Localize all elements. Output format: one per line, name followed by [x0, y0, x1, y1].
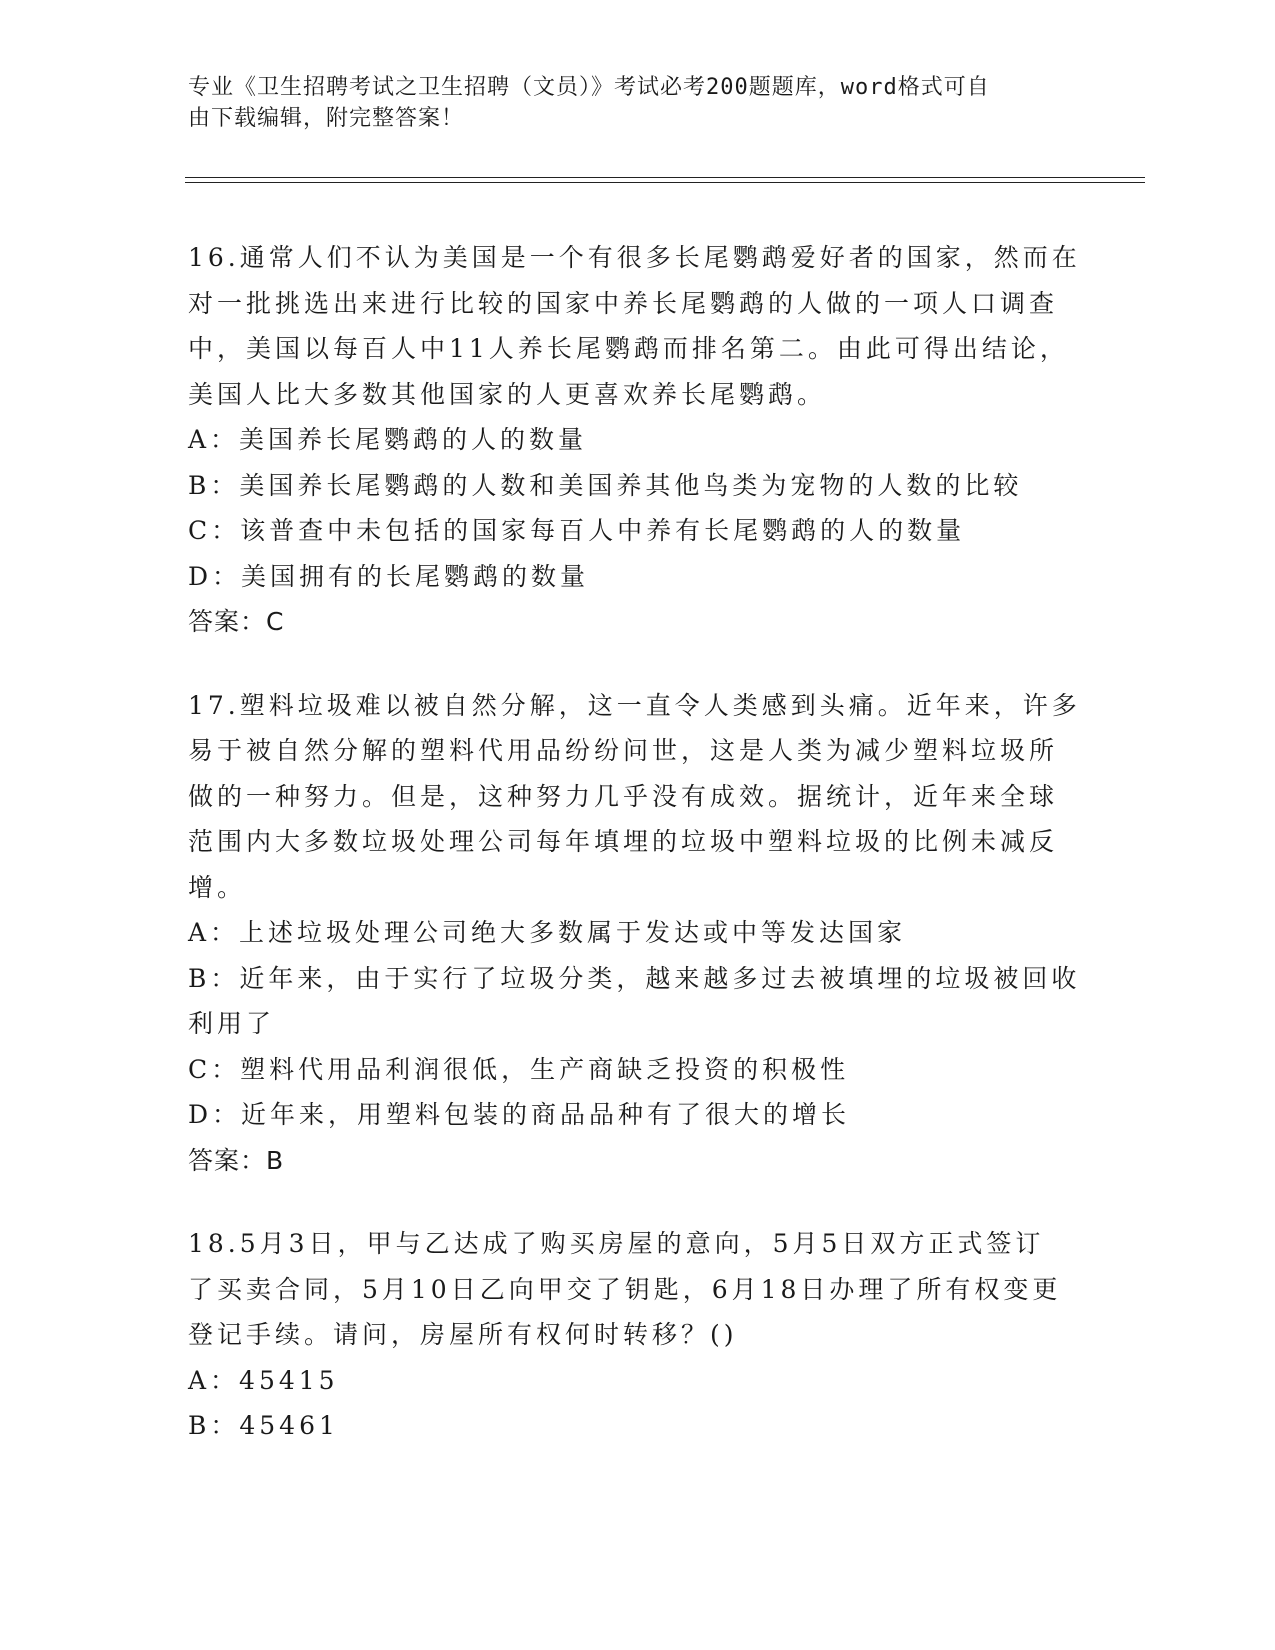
question-stem-line: 了买卖合同，5月10日乙向甲交了钥匙，6月18日办理了所有权变更 [188, 1274, 1062, 1304]
option-d: D：美国拥有的长尾鹦鹉的数量 [188, 561, 590, 591]
question-stem-line: 17.塑料垃圾难以被自然分解，这一直令人类感到头痛。近年来，许多 [188, 690, 1081, 720]
question-stem-line: 增。 [188, 872, 247, 902]
option-d: D：近年来，用塑料包装的商品品种有了很大的增长 [188, 1100, 851, 1129]
question-stem-line: 范围内大多数垃圾处理公司每年填埋的垃圾中塑料垃圾的比例未减反 [188, 827, 1059, 856]
question-stem-line: 18.5月3日，甲与乙达成了购买房屋的意向，5月5日双方正式签订 [188, 1229, 1045, 1258]
question-stem-line: 16.通常人们不认为美国是一个有很多长尾鹦鹉爱好者的国家，然而在 [188, 243, 1081, 272]
option-b: B：美国养长尾鹦鹉的人数和美国养其他鸟类为宠物的人数的比较 [188, 470, 1023, 500]
question-stem-line: 对一批挑选出来进行比较的国家中养长尾鹦鹉的人做的一项人口调查 [188, 288, 1059, 318]
option-b-continued: 利用了 [188, 1009, 276, 1038]
option-b: B：45461 [188, 1411, 339, 1440]
option-c: C：塑料代用品利润很低，生产商缺乏投资的积极性 [188, 1054, 850, 1084]
option-b: B：近年来，由于实行了垃圾分类，越来越多过去被填埋的垃圾被回收 [188, 963, 1081, 993]
answer-label: 答案：C [188, 607, 285, 636]
option-a: A：美国养长尾鹦鹉的人的数量 [188, 425, 588, 454]
question-16 [188, 235, 1088, 645]
option-a: A：上述垃圾处理公司绝大多数属于发达或中等发达国家 [188, 918, 907, 947]
question-stem-line: 中，美国以每百人中11人养长尾鹦鹉而排名第二。由此可得出结论， [188, 334, 1069, 363]
question-stem-line: 美国人比大多数其他国家的人更喜欢养长尾鹦鹉。 [188, 379, 827, 409]
header-rule-bottom [185, 182, 1145, 183]
question-stem-line: 做的一种努力。但是，这种努力几乎没有成效。据统计，近年来全球 [188, 781, 1059, 811]
page-header [188, 72, 1068, 134]
question-stem-line: 易于被自然分解的塑料代用品纷纷问世，这是人类为减少塑料垃圾所 [188, 736, 1059, 765]
option-a: A：45415 [188, 1365, 339, 1395]
header-line-1: 专业《卫生招聘考试之卫生招聘（文员）》考试必考200题题库，word格式可自 [188, 75, 990, 100]
header-rule-top [185, 177, 1145, 178]
option-c: C：该普查中未包括的国家每百人中养有长尾鹦鹉的人的数量 [188, 516, 966, 545]
question-17 [188, 683, 1088, 1184]
answer-label: 答案：B [188, 1145, 285, 1175]
header-line-2: 由下载编辑，附完整答案！ [188, 106, 465, 131]
question-list [188, 235, 1088, 1487]
question-18 [188, 1221, 1088, 1449]
question-stem-line: 登记手续。请问，房屋所有权何时转移？() [188, 1320, 738, 1349]
